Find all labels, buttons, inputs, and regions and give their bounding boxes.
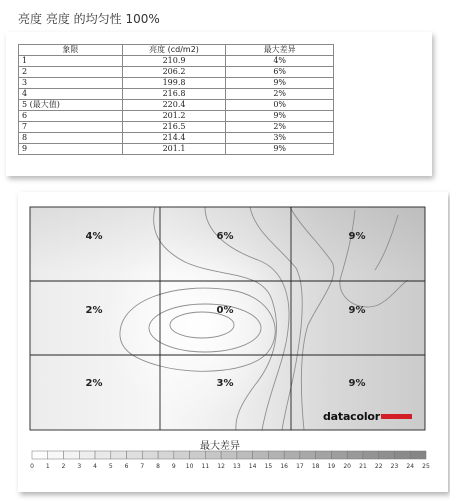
legend-tick-label: 25 — [422, 463, 430, 470]
legend-swatch — [142, 451, 158, 459]
cell-luminance: 199.8 — [122, 78, 226, 89]
cell-max-diff: 6% — [226, 67, 334, 78]
cell-quadrant: 3 — [19, 78, 123, 89]
cell-max-diff: 3% — [226, 133, 334, 144]
quadrant-6-label: 9% — [348, 305, 366, 316]
legend-swatch — [190, 451, 206, 459]
legend-swatch — [127, 451, 143, 459]
cell-quadrant: 2 — [19, 67, 123, 78]
cell-luminance: 220.4 — [122, 100, 226, 111]
legend-swatch — [410, 451, 426, 459]
legend-swatch — [268, 451, 284, 459]
cell-quadrant: 1 — [19, 56, 123, 67]
quadrant-7-label: 2% — [85, 378, 103, 389]
legend-tick-label: 0 — [30, 463, 34, 470]
cell-luminance: 201.1 — [122, 144, 226, 155]
legend-tick-label: 17 — [296, 463, 304, 470]
datacolor-logo-text: datacolor — [323, 410, 381, 423]
cell-luminance: 216.5 — [122, 122, 226, 133]
cell-quadrant: 4 — [19, 89, 123, 100]
cell-luminance: 201.2 — [122, 111, 226, 122]
quadrant-8-label: 3% — [216, 378, 234, 389]
cell-max-diff: 9% — [226, 111, 334, 122]
quadrant-5-label: 0% — [216, 305, 234, 316]
cell-max-diff: 0% — [226, 100, 334, 111]
legend-tick-label: 2 — [61, 463, 66, 470]
legend-swatch — [347, 451, 363, 459]
cell-luminance: 216.8 — [122, 89, 226, 100]
legend-swatch — [174, 451, 190, 459]
quadrant-2-label: 6% — [216, 231, 234, 242]
legend-tick-label: 24 — [406, 463, 415, 470]
legend-tick-label: 15 — [264, 463, 273, 470]
legend-tick-label: 9 — [171, 463, 176, 470]
legend-swatch — [95, 451, 111, 459]
legend-swatch — [111, 451, 127, 459]
cell-max-diff: 4% — [226, 56, 334, 67]
header-quadrant: 象限 — [19, 45, 123, 56]
legend-swatch — [205, 451, 221, 459]
header-max-diff: 最大差异 — [226, 45, 334, 56]
legend-swatch — [79, 451, 95, 459]
cell-max-diff: 2% — [226, 122, 334, 133]
quadrant-3-label: 9% — [348, 231, 366, 242]
legend-swatch — [316, 451, 332, 459]
cell-luminance: 210.9 — [122, 56, 226, 67]
legend-scale — [32, 451, 426, 459]
legend-swatch — [158, 451, 174, 459]
legend-swatch — [284, 451, 300, 459]
cell-luminance: 206.2 — [122, 67, 226, 78]
legend-swatch — [237, 451, 253, 459]
legend-tick-label: 4 — [93, 463, 97, 470]
legend-swatch — [64, 451, 80, 459]
legend-tick-label: 18 — [311, 463, 320, 470]
legend-tick-label: 19 — [327, 463, 336, 470]
cell-quadrant: 5 (最大值) — [19, 100, 123, 111]
legend-tick-label: 3 — [77, 463, 82, 470]
legend-tick-label: 1 — [45, 463, 50, 470]
legend-swatch — [394, 451, 410, 459]
legend-swatch — [300, 451, 316, 459]
legend-swatch — [331, 451, 347, 459]
legend-swatch — [48, 451, 64, 459]
legend-tick-label: 5 — [108, 463, 113, 470]
legend-tick-label: 20 — [343, 463, 351, 470]
legend-swatch — [379, 451, 395, 459]
legend-swatch — [221, 451, 237, 459]
cell-quadrant: 8 — [19, 133, 123, 144]
legend-tick-label: 7 — [140, 463, 145, 470]
cell-quadrant: 9 — [19, 144, 123, 155]
legend-tick-label: 23 — [390, 463, 399, 470]
cell-max-diff: 2% — [226, 89, 334, 100]
legend-title: 最大差异 — [200, 441, 240, 452]
cell-max-diff: 9% — [226, 144, 334, 155]
quadrant-9-label: 9% — [348, 378, 366, 389]
legend-tick-label: 12 — [217, 463, 225, 470]
cell-quadrant: 7 — [19, 122, 123, 133]
legend-tick-label: 22 — [374, 463, 383, 470]
legend-tick-label: 10 — [185, 463, 194, 470]
header-luminance: 亮度 (cd/m2) — [122, 45, 226, 56]
cell-max-diff: 9% — [226, 78, 334, 89]
legend-swatch — [363, 451, 379, 459]
cell-luminance: 214.4 — [122, 133, 226, 144]
datacolor-logo — [323, 410, 413, 426]
datacolor-logo-bar — [381, 414, 412, 419]
legend-tick-label: 13 — [233, 463, 241, 470]
quadrant-1-label: 4% — [85, 231, 103, 242]
legend-tick-label: 8 — [156, 463, 160, 470]
page-title: 亮度 亮度 的均匀性 100% — [18, 12, 160, 26]
legend-tick-label: 14 — [248, 463, 257, 470]
legend-tick-label: 16 — [280, 463, 288, 470]
legend-tick-label: 21 — [359, 463, 367, 470]
quadrant-4-label: 2% — [85, 305, 103, 316]
legend-swatch — [32, 451, 48, 459]
legend-tick-label: 11 — [201, 463, 210, 470]
legend-tick-label: 6 — [124, 463, 129, 470]
legend-swatch — [253, 451, 269, 459]
cell-quadrant: 6 — [19, 111, 123, 122]
